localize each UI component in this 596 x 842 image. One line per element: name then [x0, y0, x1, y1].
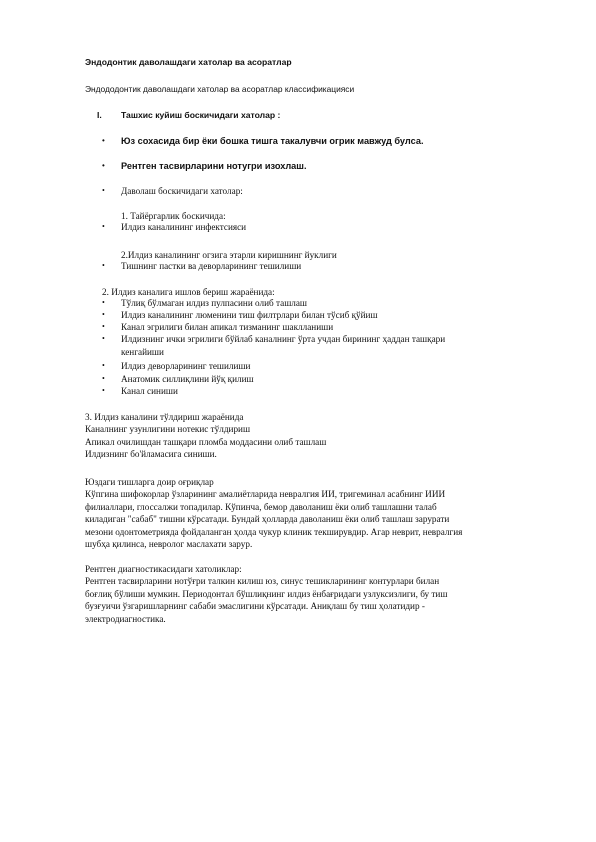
bullet: •	[102, 361, 105, 370]
paragraph-line: боғлиқ бўлиши мумкин. Периодонтал бўшлиқнинг илдиз ёнбағридаги узлуксизлиги, бу тиш	[85, 588, 448, 599]
list-item-text: Канал эгрилиги билан апикал тизманинг шаклланиши	[121, 322, 334, 332]
section-heading: Рентген диагностикасидаги хатоликлар:	[85, 564, 242, 574]
list-item-text: Тишнинг пастки ва деворларининг тешилиши	[121, 261, 302, 271]
list-item-text: Рентген тасвирларини нотугри изохлаш.	[121, 161, 307, 171]
list-item-text: Илдизнинг ички эгрилиги бўйлаб каналнинг ўрта учдан бирининг ҳаддан ташқари	[121, 334, 446, 344]
section-pain	[85, 476, 555, 550]
bullet: •	[102, 386, 105, 395]
paragraph-line: Кўпгина шифокорлар ўзларининг амалиётларида невралгия ИИ, тригеминал асабнинг ИИИ	[85, 489, 446, 500]
bullet: •	[102, 161, 105, 170]
list-item-text: Юз сохасида бир ёки бошка тишга такалувчи огрик мавжуд булса.	[121, 136, 424, 146]
section-1-heading: Ташхис куйиш боскичидаги хатолар :	[121, 110, 281, 120]
list-item-text: Даволаш боскичидаги хатолар:	[121, 186, 243, 196]
section-3-line: Илдизнинг бо'йламасига синиши.	[85, 449, 217, 460]
section-1-number: I.	[97, 110, 102, 120]
paragraph-line: мезони одонтометрияда фойдаланган ҳолда чукур клиник текширувдир. Агар неврит, невралгия	[85, 526, 463, 537]
paragraph-line: филиаллари, глоссалжи топадилар. Кўпинча, бемор даволаниш ёки олиб ташлашни талаб	[85, 501, 437, 512]
list-item-text: Илдиз деворларининг тешилиши	[121, 361, 251, 371]
bullet: •	[102, 186, 105, 195]
section-3-line: Каналнинг узунлигини нотекис тўлдириш	[85, 424, 251, 435]
root-canal-label: 2. Илдиз каналига ишлов бериш жараёнида:	[102, 287, 275, 297]
paragraph-line: киладиган "сабаб" тишни кўрсатади. Бундай ҳолларда даволаниш ёки олиб ташлаш зарурати	[85, 514, 450, 525]
list-item-text: Анатомик силлиқлини йўқ қилиш	[121, 374, 254, 384]
paragraph-line: бузғуичи ўзгаришларнинг сабаби эмаслигини кўрсатади. Аниқлаш бу тиш ҳолатидир -	[85, 601, 425, 612]
list-item-text: Тўлиқ бўлмаган илдиз пулпасини олиб ташлаш	[121, 298, 308, 308]
section-xray	[85, 563, 555, 625]
section-3-line: 3. Илдиз каналини тўлдириш жараёнида	[85, 412, 244, 422]
bullet: •	[102, 261, 105, 270]
bullet: •	[102, 374, 105, 383]
list-item-text: Илдиз каналининг инфектсияси	[121, 222, 247, 232]
list-item-text: Канал синиши	[121, 386, 178, 396]
paragraph-line: шубҳа қилинса, невролог маслахати зарур.	[85, 539, 253, 550]
document-subtitle: Эндододонтик даволашдаги хатолар ва асоратлар классификацияси	[85, 84, 355, 94]
stage-2-label: 2.Илдиз каналининг огзига этарли киришнинг йуклиги	[121, 250, 337, 260]
list-item-text: Илдиз каналининг люменини тиш филтрлари билан тўсиб қўйиш	[121, 310, 378, 320]
bullet: •	[102, 136, 105, 145]
bullet: •	[102, 298, 105, 307]
bullet: •	[102, 334, 105, 343]
paragraph-line: электродиагностика.	[85, 613, 166, 624]
document-title: Эндодонтик даволашдаги хатолар ва асоратлар	[85, 57, 292, 67]
bullet: •	[102, 322, 105, 331]
section-3-line: Апикал очилишдан ташқари пломба моддасини олиб ташлаш	[85, 436, 327, 447]
section-heading: Юздаги тишларга доир оғриқлар	[85, 477, 214, 487]
paragraph-line: Рентген тасвирларини нотўғри талкин килиш юз, синус тешикларининг контурлари билан	[85, 576, 440, 587]
list-item-continuation: кенгайиши	[121, 347, 164, 357]
bullet: •	[102, 222, 105, 231]
stage-1-label: 1. Тайёргарлик боскичида:	[121, 211, 226, 221]
bullet: •	[102, 310, 105, 319]
section-3	[85, 411, 555, 461]
